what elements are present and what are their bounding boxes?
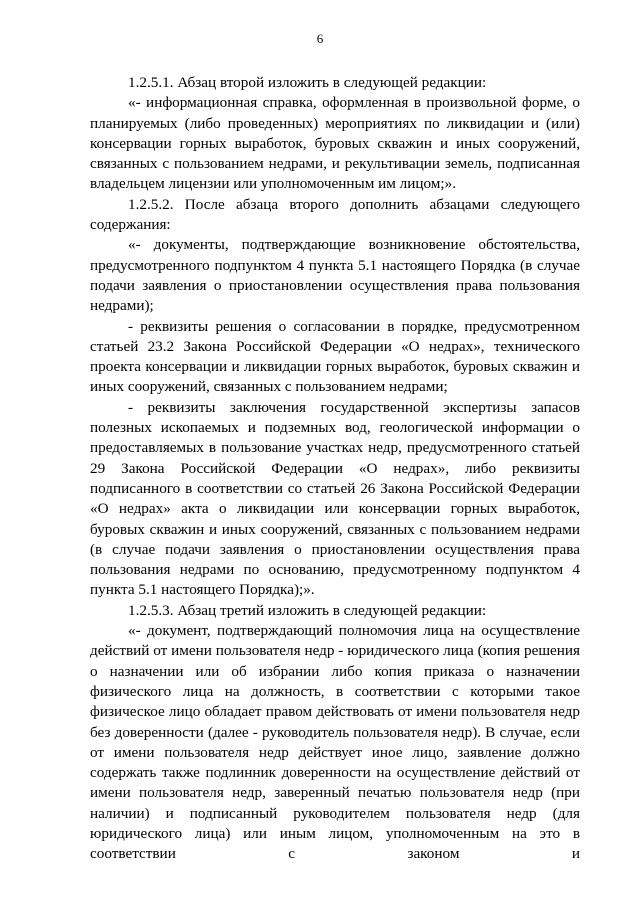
paragraph-1-2-5-2-heading: 1.2.5.2. После абзаца второго дополнить абзацами следующего содержания:	[90, 195, 580, 234]
paragraph-approval-details: - реквизиты решения о согласовании в порядке, предусмотренном статьей 23.2 Закона Российской Федерации «О недрах», технического проекта консервации и ликвидации горных выработок, буровых скважин и иных сооружений, связанных с пользованием недрами;	[90, 317, 580, 396]
paragraph-1-2-5-3-heading: 1.2.5.3. Абзац третий изложить в следующей редакции:	[128, 601, 487, 619]
document-body	[90, 73, 580, 865]
paragraph-info-statement: «- информационная справка, оформленная в произвольной форме, о планируемых (либо проведенных) мероприятиях по ликвидации и (или) консервации горных выработок, буровых скважин и иных сооружений, связанных с пользованием недрами, и рекультивации земель, подписанная владельцем лицензии или уполномоченным им лицом;».	[90, 94, 580, 193]
paragraph-documents-circumstance: «- документы, подтверждающие возникновение обстоятельства, предусмотренного подпунктом 4 пункта 5.1 настоящего Порядка (в случае подачи заявления о приостановлении осуществления права пользования недрами);	[90, 236, 580, 315]
paragraph-expertise-details: - реквизиты заключения государственной экспертизы запасов полезных ископаемых и подземных вод, геологической информации о предоставляемых в пользование участках недр, предусмотренного статьей 29 Закона Российской Федерации «О недрах», либо реквизиты подписанного в соответствии со статьей 26 Закона Российской Федерации «О недрах» акта о ликвидации или консервации горных выработок, буровых скважин и иных сооружений, связанных с пользованием недрами (в случае подачи заявления о приостановлении осуществления права пользования недрами по основанию, предусмотренному подпунктом 4 пункта 5.1 настоящего Порядка);».	[90, 398, 580, 599]
paragraph-1-2-5-1-heading: 1.2.5.1. Абзац второй изложить в следующей редакции:	[128, 74, 487, 91]
paragraph-authority-document: «- документ, подтверждающий полномочия лица на осуществление действий от имени пользователя недр - юридического лица (копия решения о назначении или об избрании либо копия приказа о назначении физического лица на должность, в соответствии с которыми такое физическое лицо обладает правом действовать от имени пользователя недр без доверенности (далее - руководитель пользователя недр). В случае, если от имени пользователя недр действует иное лицо, заявление должно содержать также подлинник доверенности на осуществление действий от имени пользователя недр, заверенный печатью пользователя недр (при наличии) и подписанный руководителем пользователя недр (для юридического лица) или иным лицом, уполномоченным на это в соответствии с законом и	[90, 622, 580, 863]
page-number: 6	[316, 31, 324, 46]
